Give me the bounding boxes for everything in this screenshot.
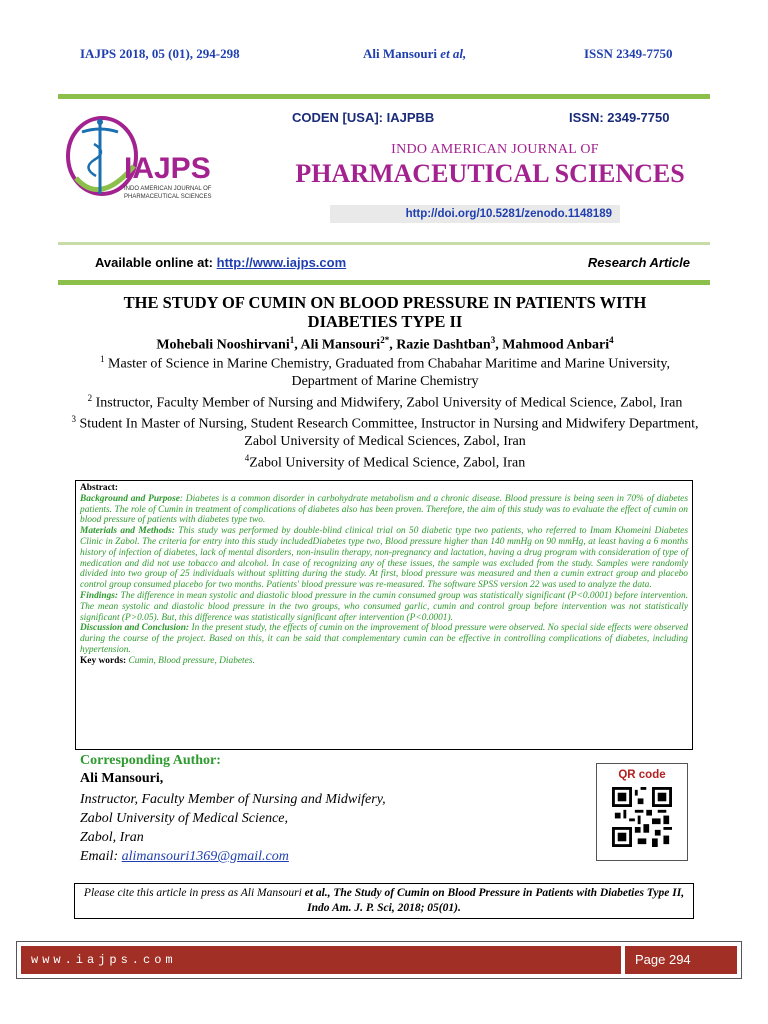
svg-text:PHARMACEUTICAL SCIENCES: PHARMACEUTICAL SCIENCES (124, 194, 212, 200)
doi-link[interactable]: http://doi.org/10.5281/zenodo.1148189 (330, 205, 620, 223)
email-link[interactable]: alimansouri1369@gmail.com (121, 849, 289, 864)
running-citation: IAJPS 2018, 05 (01), 294-298 (80, 46, 240, 61)
abstract-discussion: Discussion and Conclusion: In the present study, the effects of cumin on the improvement of blood pressure were observed. No special side effects were observed during the course of the project. Based on this, it can be said that complementary cumin can be effective in controlling complications of diabetes, including hypertension. (80, 623, 689, 655)
journal-url-link[interactable]: http://www.iajps.com (216, 255, 347, 270)
abstract-methods: Materials and Methods: This study was performed by double-blind clinical trial on 50 diabetic type two patients, who referred to Imam Khomeini Diabetes Clinic in Zabol. The criteria for entry into this study includedDiabetes type two, Blood pressure higher than 140 mmHg on 90 mmHg, at least having a 6 months history of infection of diabetes, lack of mental disorders, non-insulin therapy, non-pregnancy and lactation, having a drug program with consideration of type of medication and did not use tobacco and alcohol. In case of recognizing any of these issues, the sample was excluded from the study. Samples were randomly divided into two group of 25 individuals without splitting during the study. At first, blood pressure was measured and then a cumin extract group and placebo control group consumed placebo for two months. Patients' blood pressure was re-measured. The software SPSS version 22 was used to analyze the data. (80, 526, 688, 591)
running-author: Ali Mansouri et al, (363, 46, 467, 61)
corresponding-author-name: Ali Mansouri, (80, 771, 164, 786)
article-title: THE STUDY OF CUMIN ON BLOOD PRESSURE IN PATIENTS WITH DIABETIES TYPE II (123, 293, 647, 331)
qr-code-box (596, 763, 688, 861)
affiliation-item: $^1$ Master of Science in Marine Chemistry, Graduated from Chabahar Maritime and Marine University, Department of Marine Chemistry (100, 354, 670, 389)
footer-site[interactable]: www.iajps.com (21, 946, 621, 974)
journal-name-line1: INDO AMERICAN JOURNAL OF (391, 142, 599, 157)
abstract-heading: Abstract: (80, 483, 119, 493)
abstract-box (75, 480, 693, 750)
iajps-logo-graphic (60, 106, 260, 214)
affiliation-item: $^4$Zabol University of Medical Science, Zabol, Iran (244, 452, 526, 471)
svg-text:INDO AMERICAN JOURNAL OF: INDO AMERICAN JOURNAL OF (124, 186, 212, 192)
masthead-divider-top (58, 242, 710, 245)
affiliation-item: $^2$ Instructor, Faculty Member of Nursing and Midwifery, Zabol University of Medical Science, Zabol, Iran (87, 392, 683, 411)
masthead-divider-bottom (58, 280, 710, 285)
article-type: Research Article (587, 255, 690, 270)
affiliation-item: $^3$ Student In Master of Nursing, Student Research Committee, Instructor in Nursing and Midwifery Department, Zabol University of Medical Sciences, Zabol, Iran (71, 414, 699, 449)
abstract-findings: Findings: The difference in mean systolic and diastolic blood pressure in the cumin consumed group was statistically significant (P<0.0001) before intervention. The mean systolic and diastolic blood pressure in the two groups, who consumed garlic, cumin and control group before intervention was not statistically significant (P>0.05). But, this difference was statistically significant after intervention (P<0.0001). (80, 590, 688, 623)
svg-text:IAJPS: IAJPS (124, 152, 211, 185)
masthead-issn: ISSN: 2349-7750 (569, 110, 670, 125)
abstract-keywords: Key words: Cumin, Blood pressure, Diabetes. (80, 655, 255, 666)
corresponding-author-details: Instructor, Faculty Member of Nursing and Midwifery, Zabol University of Medical Science, Zabol, Iran Email: alimansouri1369@gmail.com (80, 792, 386, 864)
availability (95, 255, 346, 270)
corresponding-author-heading: Corresponding Author: (80, 753, 221, 768)
header-divider (58, 94, 710, 99)
journal-name-line2: PHARMACEUTICAL SCIENCES (295, 159, 685, 188)
abstract-background: Background and Purpose: Diabetes is a common disorder in carbohydrate metabolism and a chronic disease. Blood pressure is being seen in 70% of diabetes patients. The role of Cumin in treatment of complications of diabetes also has been proven. Therefore, the aim of this study was to evaluate the effect of cumin on blood pressure of patients with diabetes type two. (80, 493, 688, 526)
availability-label: Available online at: (95, 255, 213, 270)
affiliations (70, 351, 700, 472)
running-issn: ISSN 2349-7750 (584, 46, 673, 61)
citation-box: Please cite this article in press as Ali Mansouri et al., The Study of Cumin on Blood Pressure in Patients with Diabeties Type II, Indo Am. J. P. Sci, 2018; 05(01). (74, 883, 694, 919)
page-number: Page 294 (625, 946, 737, 974)
author-list: Mohebali Nooshirvani$^1$, Ali Mansouri$^{2*}$, Razie Dashtban$^3$, Mahmood Anbari$^4$ (156, 335, 614, 353)
qr-code-title: QR code (618, 769, 666, 781)
qr-code-icon[interactable] (612, 787, 672, 847)
journal-logo (60, 106, 260, 214)
coden: CODEN [USA]: IAJPBB (292, 110, 435, 125)
page-footer (16, 941, 742, 979)
